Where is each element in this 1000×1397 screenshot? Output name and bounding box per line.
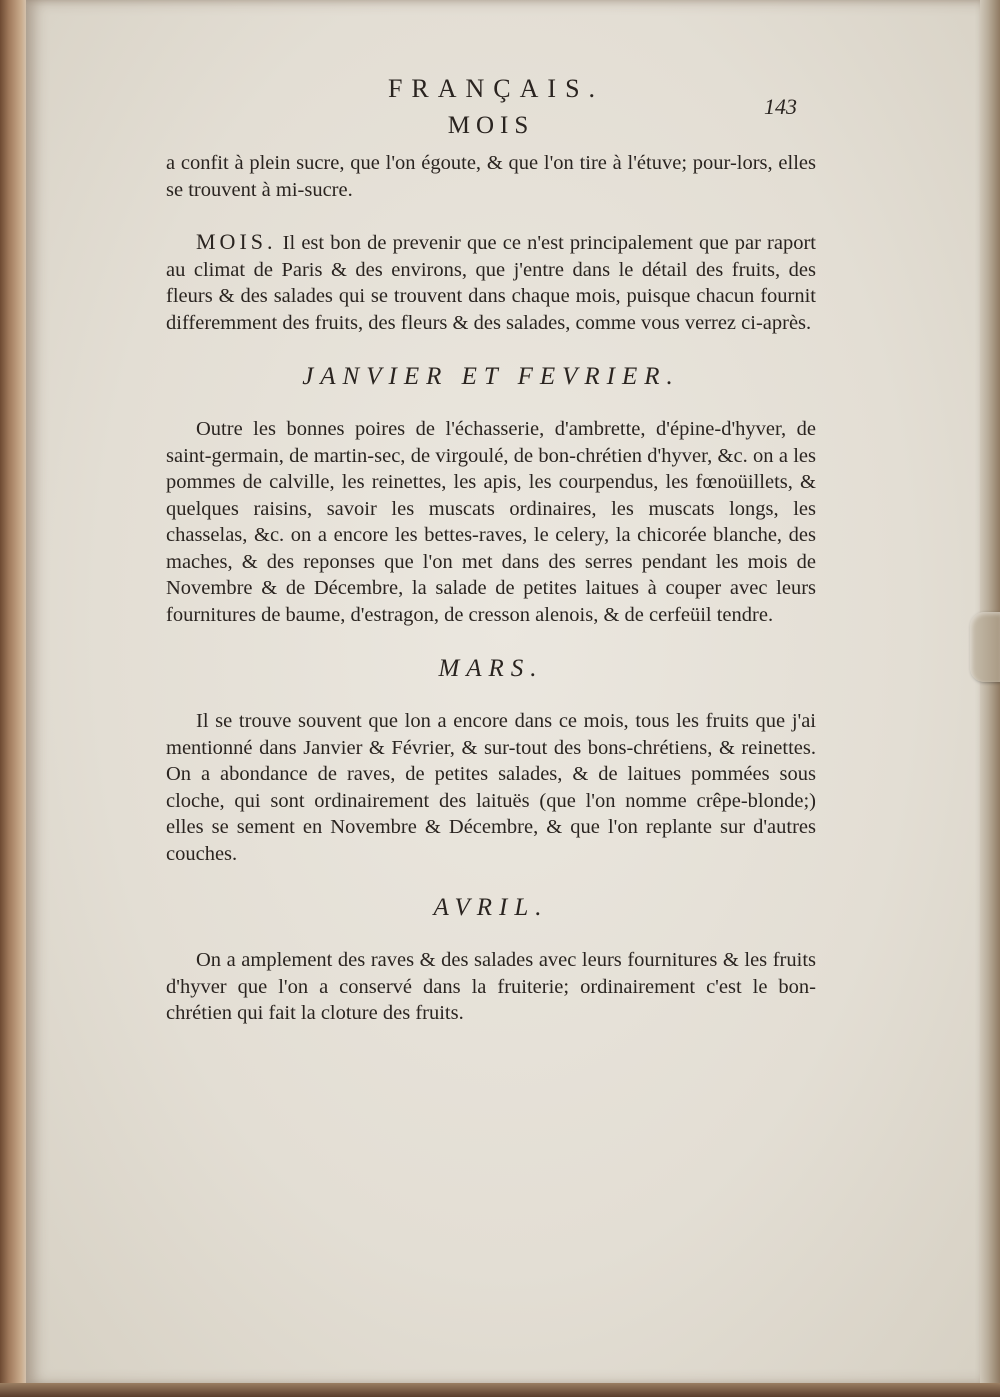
book-clasp [970,612,1000,682]
page-number: 143 [764,94,797,119]
book-bottom-edge [0,1383,1000,1397]
paragraph-avril: On a amplement des raves & des salades avec leurs fournitures & les fruits d'hyver que l'on a conservé dans la fruiterie; ordinairement c'est le bon-chrétien qui fait la cloture des fruits. [166,949,816,1024]
paragraph-janvier: Outre les bonnes poires de l'échasserie, d'ambrette, d'épine-d'hyver, de saint-germain, de martin-sec, de virgoulé, de bon-chrétien d'hyver, &c. on a les pommes de calville, les reinettes, les apis, les courpendus, les fœnoüillets, & quelques raisins, savoir les muscats ordinaires, les muscats longs, les chasselas, &c. on a encore les bettes-raves, le celery, la chicorée blanche, des maches, & des reponses que l'on met dans des serres pendant les mois de Novembre & de Décembre, la salade de petites laitues à couper avec leurs fournitures de baume, d'estragon, de cresson alenois, & de cerfeüil tendre. [166,418,816,626]
page-text-block [166,70,816,1027]
paragraph-mois-body: Il est bon de prevenir que ce n'est principalement que par raport au climat de Paris & des environs, que j'entre dans le détail des fruits, des fleurs & des salades qui se trouvent dans chaque mois, puisque chacun fournit differemment des fruits, des fleurs & des salades, comme vous verrez ci-après. [166,232,817,334]
running-head: FRANÇAIS. [387,74,605,103]
paragraph-mois [166,229,816,336]
paragraph-mars: Il se trouve souvent que lon a encore dans ce mois, tous les fruits que j'ai mentionné dans Janvier & Février, & sur-tout des bons-chrétiens, & reinettes. On a abondance de raves, de petites salades, & de laitues pommées sous cloche, qui sont ordinairement des laituës (que l'on nomme crêpe-blonde;) elles se sement en Novembre & Décembre, & que l'on replante sur d'autres couches. [166,710,816,865]
paragraph-mois-lead: MOIS. [196,229,277,254]
page-fore-edge [980,0,1000,1397]
section-heading-janvier: JANVIER ET FEVRIER. [302,363,680,390]
section-heading-avril: AVRIL. [433,894,549,921]
paragraph-intro: a confit à plein sucre, que l'on égoute, & que l'on tire à l'étuve; pour-lors, elles se trouvent à mi-sucre. [166,152,816,201]
section-heading-mars: MARS. [438,655,544,682]
book-page [26,0,984,1385]
sub-head: MOIS [447,112,535,139]
